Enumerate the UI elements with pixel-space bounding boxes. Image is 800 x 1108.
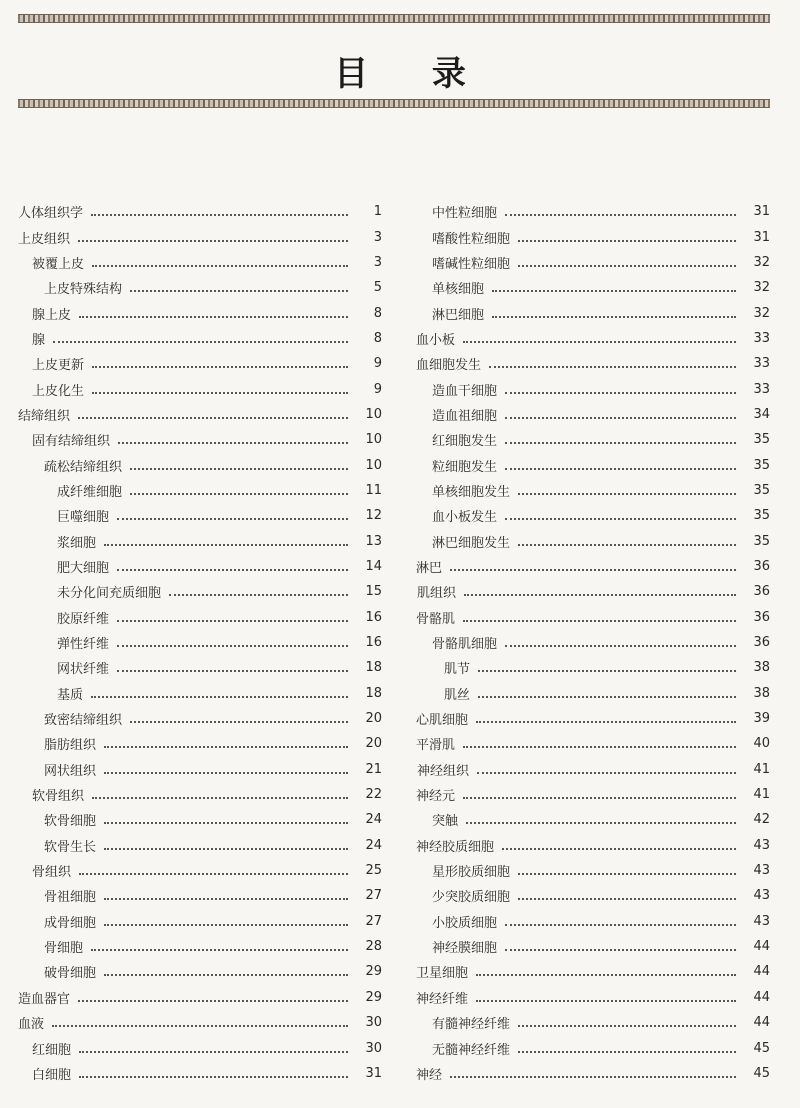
toc-entry-page-number: 34 [753, 406, 770, 422]
toc-entry-label: 肌丝 [444, 687, 471, 703]
toc-entry-page-number: 20 [365, 736, 382, 752]
toc-entry-label: 人体组织学 [18, 206, 84, 222]
toc-entry [0, 934, 382, 959]
dot-leader [78, 239, 348, 242]
toc-entry-label: 骨组织 [32, 865, 72, 881]
toc-entry-label: 网状纤维 [57, 662, 110, 678]
toc-entry-label: 神经胶质细胞 [416, 839, 495, 855]
toc-entry-label: 骨祖细胞 [44, 890, 97, 906]
toc-entry-label: 血小板 [416, 332, 456, 348]
dot-leader [518, 897, 736, 900]
toc-entry [400, 807, 770, 832]
toc-entry-page-number: 35 [753, 508, 770, 524]
dot-leader [464, 593, 736, 596]
toc-entry [0, 985, 382, 1010]
toc-entry-label: 淋巴 [416, 560, 443, 576]
toc-entry-label: 浆细胞 [57, 535, 97, 551]
toc-entry-page-number: 31 [753, 229, 770, 245]
toc-entry-label: 结缔组织 [18, 408, 71, 424]
toc-entry [400, 833, 770, 858]
toc-entry-page-number: 29 [365, 989, 382, 1005]
toc-entry [0, 300, 382, 325]
toc-entry-page-number: 35 [753, 533, 770, 549]
toc-entry [0, 757, 382, 782]
toc-entry-page-number: 45 [753, 1040, 770, 1056]
dot-leader [104, 821, 348, 824]
dot-leader [476, 973, 736, 976]
toc-entry [400, 478, 770, 503]
toc-entry [0, 503, 382, 528]
toc-entry-label: 血小板发生 [432, 510, 498, 526]
dot-leader [117, 517, 348, 520]
dot-leader [79, 872, 348, 875]
toc-entry [0, 681, 382, 706]
toc-entry-page-number: 43 [753, 863, 770, 879]
toc-entry [400, 376, 770, 401]
toc-entry [0, 782, 382, 807]
toc-entry [400, 452, 770, 477]
dot-leader [92, 264, 348, 267]
toc-entry-page-number: 44 [753, 939, 770, 955]
toc-entry-page-number: 9 [373, 356, 382, 372]
toc-entry-label: 中性粒细胞 [432, 206, 498, 222]
toc-entry-label: 疏松结缔组织 [44, 459, 123, 475]
dot-leader [518, 239, 736, 242]
toc-entry-page-number: 10 [365, 406, 382, 422]
dot-leader [78, 416, 348, 419]
toc-entry-page-number: 12 [365, 508, 382, 524]
toc-entry-page-number: 36 [753, 584, 770, 600]
toc-entry-page-number: 5 [373, 280, 382, 296]
toc-entry [0, 909, 382, 934]
dot-leader [489, 365, 736, 368]
dot-leader [117, 568, 348, 571]
toc-entry-page-number: 44 [753, 1015, 770, 1031]
toc-entry [0, 706, 382, 731]
toc-entry-label: 无髓神经纤维 [432, 1042, 511, 1058]
toc-entry-label: 巨噬细胞 [57, 510, 110, 526]
dot-leader [505, 517, 736, 520]
toc-entry [400, 579, 770, 604]
toc-left-column [0, 199, 382, 1086]
dot-leader [463, 745, 736, 748]
dot-leader [505, 948, 736, 951]
toc-entry-page-number: 32 [753, 280, 770, 296]
toc-entry-label: 造血器官 [18, 991, 71, 1007]
toc-entry [0, 452, 382, 477]
dot-leader [505, 416, 736, 419]
dot-leader [492, 289, 736, 292]
toc-entry-page-number: 18 [365, 685, 382, 701]
toc-entry-label: 嗜碱性粒细胞 [432, 256, 511, 272]
toc-entry [400, 731, 770, 756]
dot-leader [518, 264, 736, 267]
dot-leader [104, 847, 348, 850]
toc-entry-page-number: 33 [753, 356, 770, 372]
toc-entry-label: 弹性纤维 [57, 637, 110, 653]
toc-entry [0, 858, 382, 883]
toc-entry [400, 300, 770, 325]
toc-entry-page-number: 42 [753, 812, 770, 828]
dot-leader [463, 796, 736, 799]
toc-entry-page-number: 30 [365, 1040, 382, 1056]
dot-leader [79, 1050, 348, 1053]
toc-entry-page-number: 36 [753, 635, 770, 651]
toc-entry-page-number: 27 [365, 888, 382, 904]
toc-entry-label: 上皮特殊结构 [44, 282, 123, 298]
toc-entry-label: 粒细胞发生 [432, 459, 498, 475]
toc-entry-label: 有髓神经纤维 [432, 1017, 511, 1033]
toc-entry-label: 上皮组织 [18, 231, 71, 247]
dot-leader [104, 771, 348, 774]
toc-entry-label: 基质 [57, 687, 84, 703]
toc-entry-label: 造血祖细胞 [432, 408, 498, 424]
toc-entry-label: 淋巴细胞发生 [432, 535, 511, 551]
dot-leader [518, 492, 736, 495]
toc-entry-label: 心肌细胞 [416, 713, 469, 729]
toc-entry [0, 554, 382, 579]
toc-entry [400, 858, 770, 883]
dot-leader [505, 391, 736, 394]
toc-entry [400, 1010, 770, 1035]
toc-entry-label: 神经纤维 [416, 991, 469, 1007]
dot-leader [91, 213, 348, 216]
toc-entry-page-number: 38 [753, 685, 770, 701]
toc-entry [400, 199, 770, 224]
toc-entry [400, 757, 770, 782]
toc-entry-page-number: 14 [365, 558, 382, 574]
dot-leader [130, 467, 348, 470]
toc-entry [0, 478, 382, 503]
toc-entry-page-number: 36 [753, 609, 770, 625]
toc-entry-label: 卫星细胞 [416, 966, 469, 982]
dot-leader [450, 1075, 736, 1078]
toc-entry-page-number: 39 [753, 711, 770, 727]
page-title: 目 录 [334, 54, 492, 94]
dot-leader [104, 923, 348, 926]
dot-leader [91, 948, 348, 951]
dot-leader [130, 720, 348, 723]
dot-leader [466, 821, 736, 824]
toc-entry-page-number: 43 [753, 837, 770, 853]
toc-entry-page-number: 35 [753, 482, 770, 498]
toc-entry-page-number: 11 [365, 482, 382, 498]
toc-entry-label: 胶原纤维 [57, 611, 110, 627]
toc-entry-label: 红细胞 [32, 1042, 72, 1058]
toc-entry-page-number: 36 [753, 558, 770, 574]
dot-leader [518, 1024, 736, 1027]
toc-entry-page-number: 44 [753, 964, 770, 980]
toc-entry [400, 224, 770, 249]
toc-entry-label: 固有结缔组织 [32, 434, 111, 450]
toc-entry [400, 934, 770, 959]
toc-entry [0, 427, 382, 452]
toc-entry [400, 250, 770, 275]
toc-entry [0, 1010, 382, 1035]
dot-leader [505, 213, 736, 216]
toc-entry-label: 网状组织 [44, 763, 97, 779]
dot-leader [53, 340, 348, 343]
dot-leader [117, 669, 348, 672]
toc-entry-label: 红细胞发生 [432, 434, 498, 450]
toc-entry [400, 782, 770, 807]
toc-entry [400, 681, 770, 706]
toc-entry-page-number: 43 [753, 888, 770, 904]
toc-entry [0, 376, 382, 401]
toc-entry-page-number: 21 [365, 761, 382, 777]
toc-entry-page-number: 18 [365, 660, 382, 676]
dot-leader [518, 543, 736, 546]
toc-entry-label: 神经 [416, 1067, 443, 1083]
toc-entry-label: 肌节 [444, 662, 471, 678]
toc-entry-page-number: 31 [753, 204, 770, 220]
toc-entry-label: 被覆上皮 [32, 256, 85, 272]
toc-entry-page-number: 45 [753, 1065, 770, 1081]
toc-entry-page-number: 3 [373, 229, 382, 245]
toc-entry [0, 199, 382, 224]
toc-entry-page-number: 35 [753, 457, 770, 473]
toc-entry [400, 959, 770, 984]
toc-right-column [400, 199, 770, 1086]
dot-leader [477, 771, 736, 774]
toc-entry-page-number: 43 [753, 913, 770, 929]
toc-entry-page-number: 40 [753, 736, 770, 752]
toc-entry [0, 326, 382, 351]
toc-entry [0, 402, 382, 427]
toc-entry [0, 883, 382, 908]
dot-leader [117, 644, 348, 647]
dot-leader [505, 923, 736, 926]
toc-entry [0, 351, 382, 376]
dot-leader [78, 999, 348, 1002]
toc-entry-page-number: 24 [365, 837, 382, 853]
toc-entry-label: 少突胶质细胞 [432, 890, 511, 906]
dot-leader [104, 745, 348, 748]
dot-leader [169, 593, 348, 596]
toc-entry-page-number: 20 [365, 711, 382, 727]
decorative-border-top [18, 14, 770, 23]
toc-entry-page-number: 25 [365, 863, 382, 879]
toc-entry-page-number: 35 [753, 432, 770, 448]
toc-entry-label: 神经组织 [417, 763, 470, 779]
toc-entry-label: 上皮化生 [32, 383, 85, 399]
toc-entry-page-number: 10 [365, 457, 382, 473]
dot-leader [104, 973, 348, 976]
dot-leader [505, 644, 736, 647]
dot-leader [502, 847, 736, 850]
dot-leader [79, 315, 348, 318]
toc-entry-page-number: 41 [753, 787, 770, 803]
toc-entry-page-number: 16 [365, 609, 382, 625]
toc-entry [400, 275, 770, 300]
toc-entry-page-number: 24 [365, 812, 382, 828]
toc-entry-page-number: 8 [373, 330, 382, 346]
toc-entry-label: 白细胞 [32, 1067, 72, 1083]
toc-entry [0, 605, 382, 630]
dot-leader [478, 695, 736, 698]
toc-entry-page-number: 44 [753, 989, 770, 1005]
toc-entry [0, 528, 382, 553]
toc-entry [400, 503, 770, 528]
toc-entry-label: 脂肪组织 [44, 738, 97, 754]
toc-entry [0, 807, 382, 832]
dot-leader [478, 669, 736, 672]
toc-entry-page-number: 16 [365, 635, 382, 651]
dot-leader [492, 315, 736, 318]
toc-entry-page-number: 1 [373, 204, 382, 220]
toc-entry-page-number: 10 [365, 432, 382, 448]
toc-entry-label: 血液 [18, 1017, 45, 1033]
toc-entry-page-number: 32 [753, 254, 770, 270]
toc-entry-label: 软骨生长 [44, 839, 97, 855]
dot-leader [505, 441, 736, 444]
dot-leader [463, 619, 736, 622]
toc-entry-label: 成纤维细胞 [57, 484, 123, 500]
toc-entry [0, 833, 382, 858]
toc-entry-label: 淋巴细胞 [432, 307, 485, 323]
toc-entry-page-number: 41 [753, 761, 770, 777]
toc-entry-page-number: 30 [365, 1015, 382, 1031]
toc-entry [0, 655, 382, 680]
toc-entry [400, 427, 770, 452]
toc-entry-label: 成骨细胞 [44, 915, 97, 931]
dot-leader [518, 1050, 736, 1053]
toc-entry [400, 326, 770, 351]
toc-entry [400, 1061, 770, 1086]
dot-leader [79, 1075, 348, 1078]
toc-entry-page-number: 22 [365, 787, 382, 803]
toc-entry [0, 275, 382, 300]
toc-entry [0, 1035, 382, 1060]
toc-entry-page-number: 31 [365, 1065, 382, 1081]
toc-entry [400, 883, 770, 908]
toc-entry [400, 1035, 770, 1060]
toc-entry [400, 605, 770, 630]
toc-entry-label: 腺 [32, 332, 46, 348]
toc-entry-label: 骨骼肌 [416, 611, 456, 627]
dot-leader [104, 897, 348, 900]
toc-entry [0, 630, 382, 655]
decorative-border-bottom [18, 99, 770, 108]
dot-leader [130, 492, 348, 495]
toc-entry [400, 655, 770, 680]
toc-entry-label: 腺上皮 [32, 307, 72, 323]
toc-entry-label: 肌组织 [417, 586, 457, 602]
toc-entry-page-number: 28 [365, 939, 382, 955]
toc-entry [0, 959, 382, 984]
dot-leader [92, 796, 348, 799]
toc-entry-page-number: 27 [365, 913, 382, 929]
toc-entry-label: 软骨细胞 [44, 814, 97, 830]
dot-leader [505, 467, 736, 470]
dot-leader [463, 340, 736, 343]
dot-leader [450, 568, 736, 571]
toc-entry-label: 小胶质细胞 [432, 915, 498, 931]
toc-entry-label: 神经元 [416, 789, 456, 805]
dot-leader [476, 720, 736, 723]
toc-entry-page-number: 13 [365, 533, 382, 549]
dot-leader [91, 695, 348, 698]
toc-entry-label: 神经膜细胞 [432, 941, 498, 957]
toc-entry-page-number: 38 [753, 660, 770, 676]
toc-entry-label: 肥大细胞 [57, 560, 110, 576]
toc-entry [400, 630, 770, 655]
toc-entry-page-number: 32 [753, 305, 770, 321]
toc-entry-label: 骨细胞 [44, 941, 84, 957]
toc-entry-page-number: 9 [373, 381, 382, 397]
dot-leader [92, 365, 348, 368]
toc-entry-label: 血细胞发生 [416, 358, 482, 374]
toc-entry [0, 224, 382, 249]
toc-entry [400, 528, 770, 553]
toc-entry-page-number: 33 [753, 381, 770, 397]
toc-entry-label: 平滑肌 [416, 738, 456, 754]
toc-entry-label: 破骨细胞 [44, 966, 97, 982]
toc-entry [0, 250, 382, 275]
toc-entry-page-number: 33 [753, 330, 770, 346]
toc-entry [400, 985, 770, 1010]
toc-entry-page-number: 3 [373, 254, 382, 270]
toc-entry [0, 1061, 382, 1086]
dot-leader [518, 872, 736, 875]
toc-entry-label: 骨骼肌细胞 [432, 637, 498, 653]
toc-entry [400, 351, 770, 376]
toc-entry-label: 未分化间充质细胞 [57, 586, 162, 602]
dot-leader [476, 999, 736, 1002]
toc-entry [0, 579, 382, 604]
toc-entry-label: 造血干细胞 [432, 383, 498, 399]
toc-entry-label: 嗜酸性粒细胞 [432, 231, 511, 247]
toc-entry [0, 731, 382, 756]
dot-leader [117, 619, 348, 622]
toc-entry-label: 上皮更新 [32, 358, 85, 374]
dot-leader [104, 543, 348, 546]
toc-entry-label: 单核细胞 [432, 282, 485, 298]
dot-leader [130, 289, 348, 292]
dot-leader [52, 1024, 348, 1027]
toc-entry [400, 706, 770, 731]
toc-entry-page-number: 8 [373, 305, 382, 321]
toc-entry-label: 突触 [432, 814, 459, 830]
toc-entry-page-number: 29 [365, 964, 382, 980]
dot-leader [92, 391, 348, 394]
dot-leader [118, 441, 348, 444]
toc-entry-label: 软骨组织 [32, 789, 85, 805]
toc-entry-label: 单核细胞发生 [432, 484, 511, 500]
toc-entry [400, 402, 770, 427]
toc-entry [400, 909, 770, 934]
toc-entry-label: 星形胶质细胞 [432, 865, 511, 881]
toc-entry-label: 致密结缔组织 [44, 713, 123, 729]
toc-entry [400, 554, 770, 579]
toc-entry-page-number: 15 [365, 584, 382, 600]
